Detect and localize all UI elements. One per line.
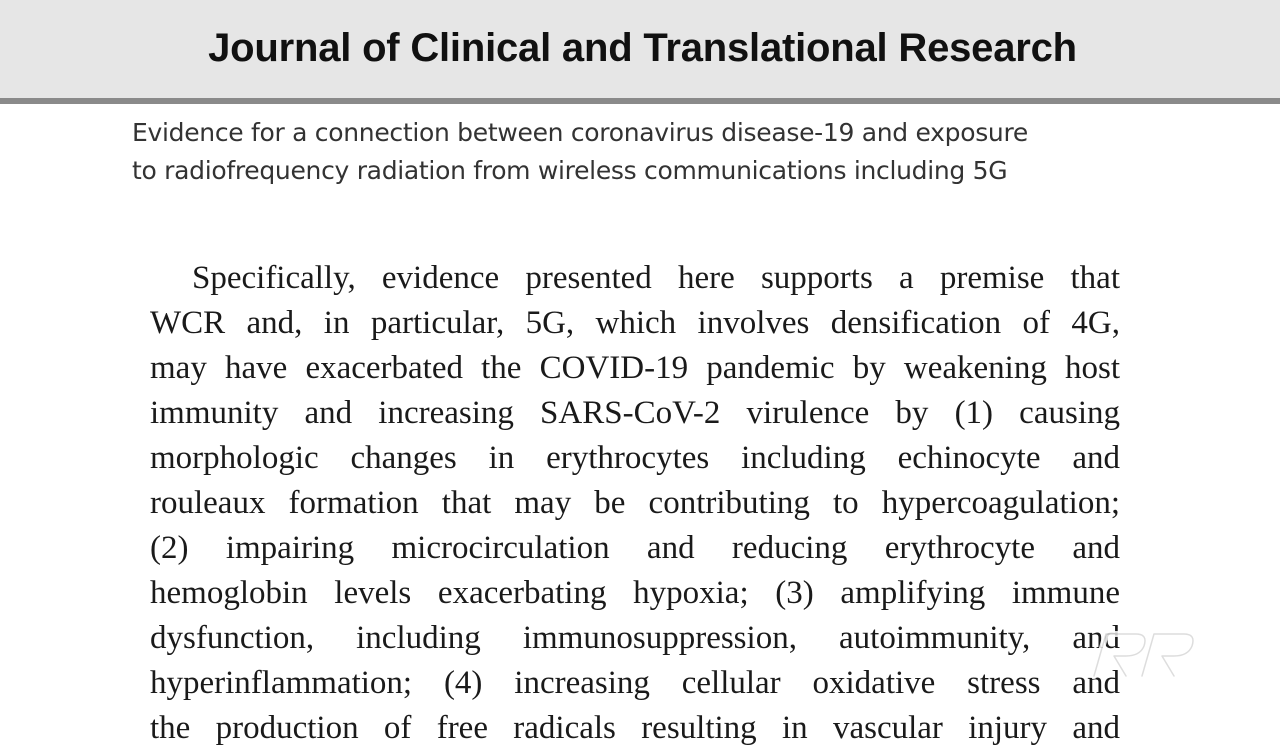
excerpt-line: (2) impairing microcirculation and reducing erythrocyte and (150, 530, 1120, 566)
excerpt-line: hemoglobin levels exacerbating hypoxia; (3) amplifying immune (150, 575, 1120, 611)
excerpt-line: WCR and, in particular, 5G, which involves densification of 4G, (150, 305, 1120, 341)
article-title-line: Evidence for a connection between coronavirus disease-19 and exposure (132, 118, 1028, 147)
excerpt-line: Specifically, evidence presented here supports a premise that (192, 260, 1120, 296)
excerpt-line: rouleaux formation that may be contributing to hypercoagulation; (150, 485, 1120, 521)
excerpt-line: hyperinflammation; (4) increasing cellular oxidative stress and (150, 665, 1120, 701)
excerpt-line: morphologic changes in erythrocytes including echinocyte and (150, 440, 1120, 476)
article-excerpt (150, 256, 1120, 751)
rr-logo-icon (1084, 626, 1208, 682)
excerpt-line: immunity and increasing SARS-CoV-2 virulence by (1) causing (150, 395, 1120, 431)
article-title (132, 114, 1192, 190)
header-divider (0, 98, 1280, 104)
journal-header (0, 0, 1280, 98)
excerpt-line: the production of free radicals resulting in vascular injury and (150, 710, 1120, 746)
article-title-line: to radiofrequency radiation from wireless communications including 5G (132, 156, 1008, 185)
excerpt-line: may have exacerbated the COVID-19 pandemic by weakening host (150, 350, 1120, 386)
journal-title: Journal of Clinical and Translational Research (208, 26, 1077, 70)
excerpt-line: dysfunction, including immunosuppression, autoimmunity, and (150, 620, 1120, 656)
